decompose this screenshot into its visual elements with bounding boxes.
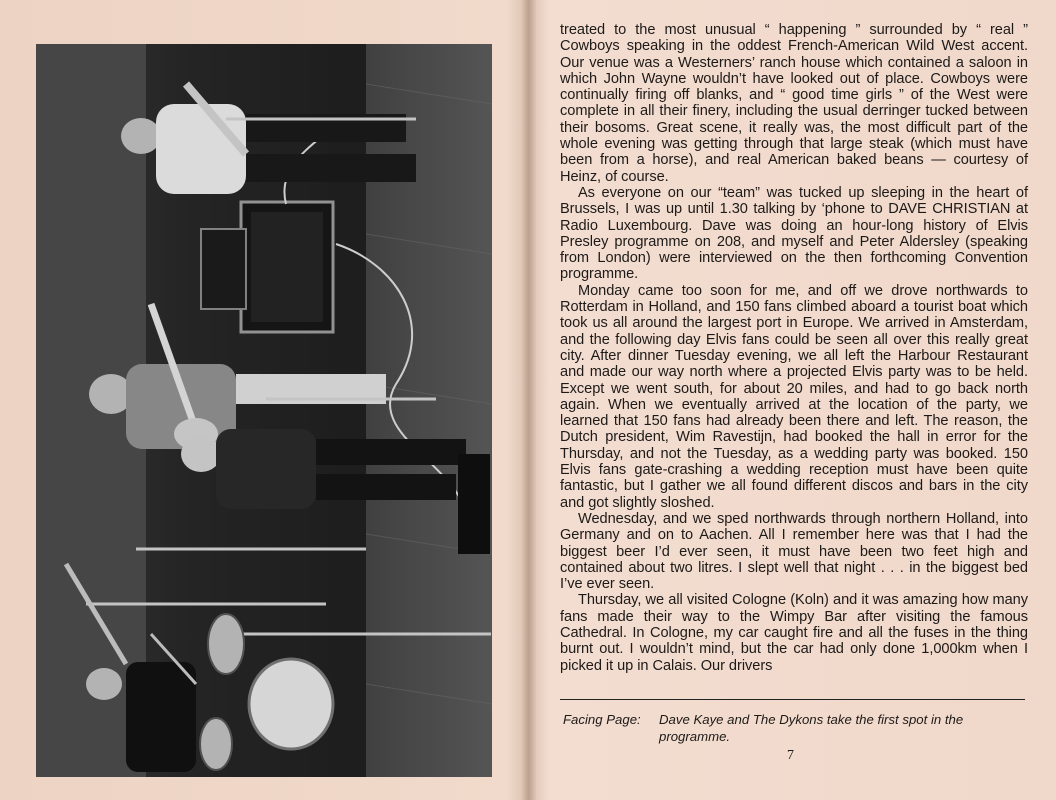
article-paragraph: Thursday, we all visited Cologne (Koln) and it was amazing how many fans made their way to the Wimpy Bar after visiting the famous Cathedral. In Cologne, my car caught fire and all the fuses in the thing burnt out. I wouldn’t mind, but the car had only done 1,000km when I picked it up in Calais. Our drivers bbox=[560, 592, 1028, 674]
article-paragraph: treated to the most unusual “ happening ” surrounded by “ real ” Cowboys speaking in the oddest French-American Wild West accent. Our venue was a Westerners’ ranch house which contained a saloon in which John Wayne wouldn’t have looked out of place. Cowboys were continually firing off blanks, and “ good time girls ” of the West were complete in all their finery, including the usual derringer tucked between their bosoms. Great scene, it really was, the most difficult part of the whole evening was getting through that large steak (which must have been from a horse), and real American baked beans — courtesy of Heinz, of course. bbox=[560, 22, 1028, 185]
page-number: 7 bbox=[787, 748, 794, 763]
article-text bbox=[560, 22, 1028, 674]
page-gutter bbox=[522, 0, 536, 800]
article-paragraph: Monday came too soon for me, and off we drove northwards to Rotterdam in Holland, and 150 fans climbed aboard a tourist boat which took us all around the largest port in Europe. We arrived in Amsterdam, and the following day Elvis fans could be seen all over this really great city. After dinner Tuesday evening, we all left the Harbour Restaurant and made our way north where a projected Elvis party was to be held. Except we went south, for about 20 miles, and had to go back north again. When we eventually arrived at the location of the party, we learned that 150 fans had already been there and left. The reason, the Dutch president, Wim Ravestijn, had booked the hall in error for the Thursday, and not the Tuesday, as a wedding party was booked. 150 Elvis fans gate-crashing a wedding reception must have been quite fantastic, but I gather we all found different discos and bars in the city and got slightly sloshed. bbox=[560, 282, 1028, 511]
article-paragraph: As everyone on our “team” was tucked up sleeping in the heart of Brussels, I was up until 1.30 talking by ‘phone to DAVE CHRISTIAN at Radio Luxembourg. Dave was doing an hour-long history of Elvis Presley programme on 208, and myself and Peter Aldersley (speaking from London) were interviewed on the then forthcoming Convention programme. bbox=[560, 184, 1028, 283]
caption-divider bbox=[560, 699, 1025, 700]
article-paragraph: Wednesday, and we sped northwards through northern Holland, into Germany and on to Aachen. All I remember here was that I had the biggest beer I’d ever seen, it must have been two feet high and contained about two litres. I slept well that night . . . in the biggest bed I’ve ever seen. bbox=[560, 510, 1028, 593]
band-photo-image bbox=[36, 44, 492, 777]
caption-text: Dave Kaye and The Dykons take the first spot in the programme. bbox=[659, 712, 964, 744]
band-photo bbox=[36, 44, 492, 777]
caption-label: Facing Page: bbox=[563, 712, 641, 727]
